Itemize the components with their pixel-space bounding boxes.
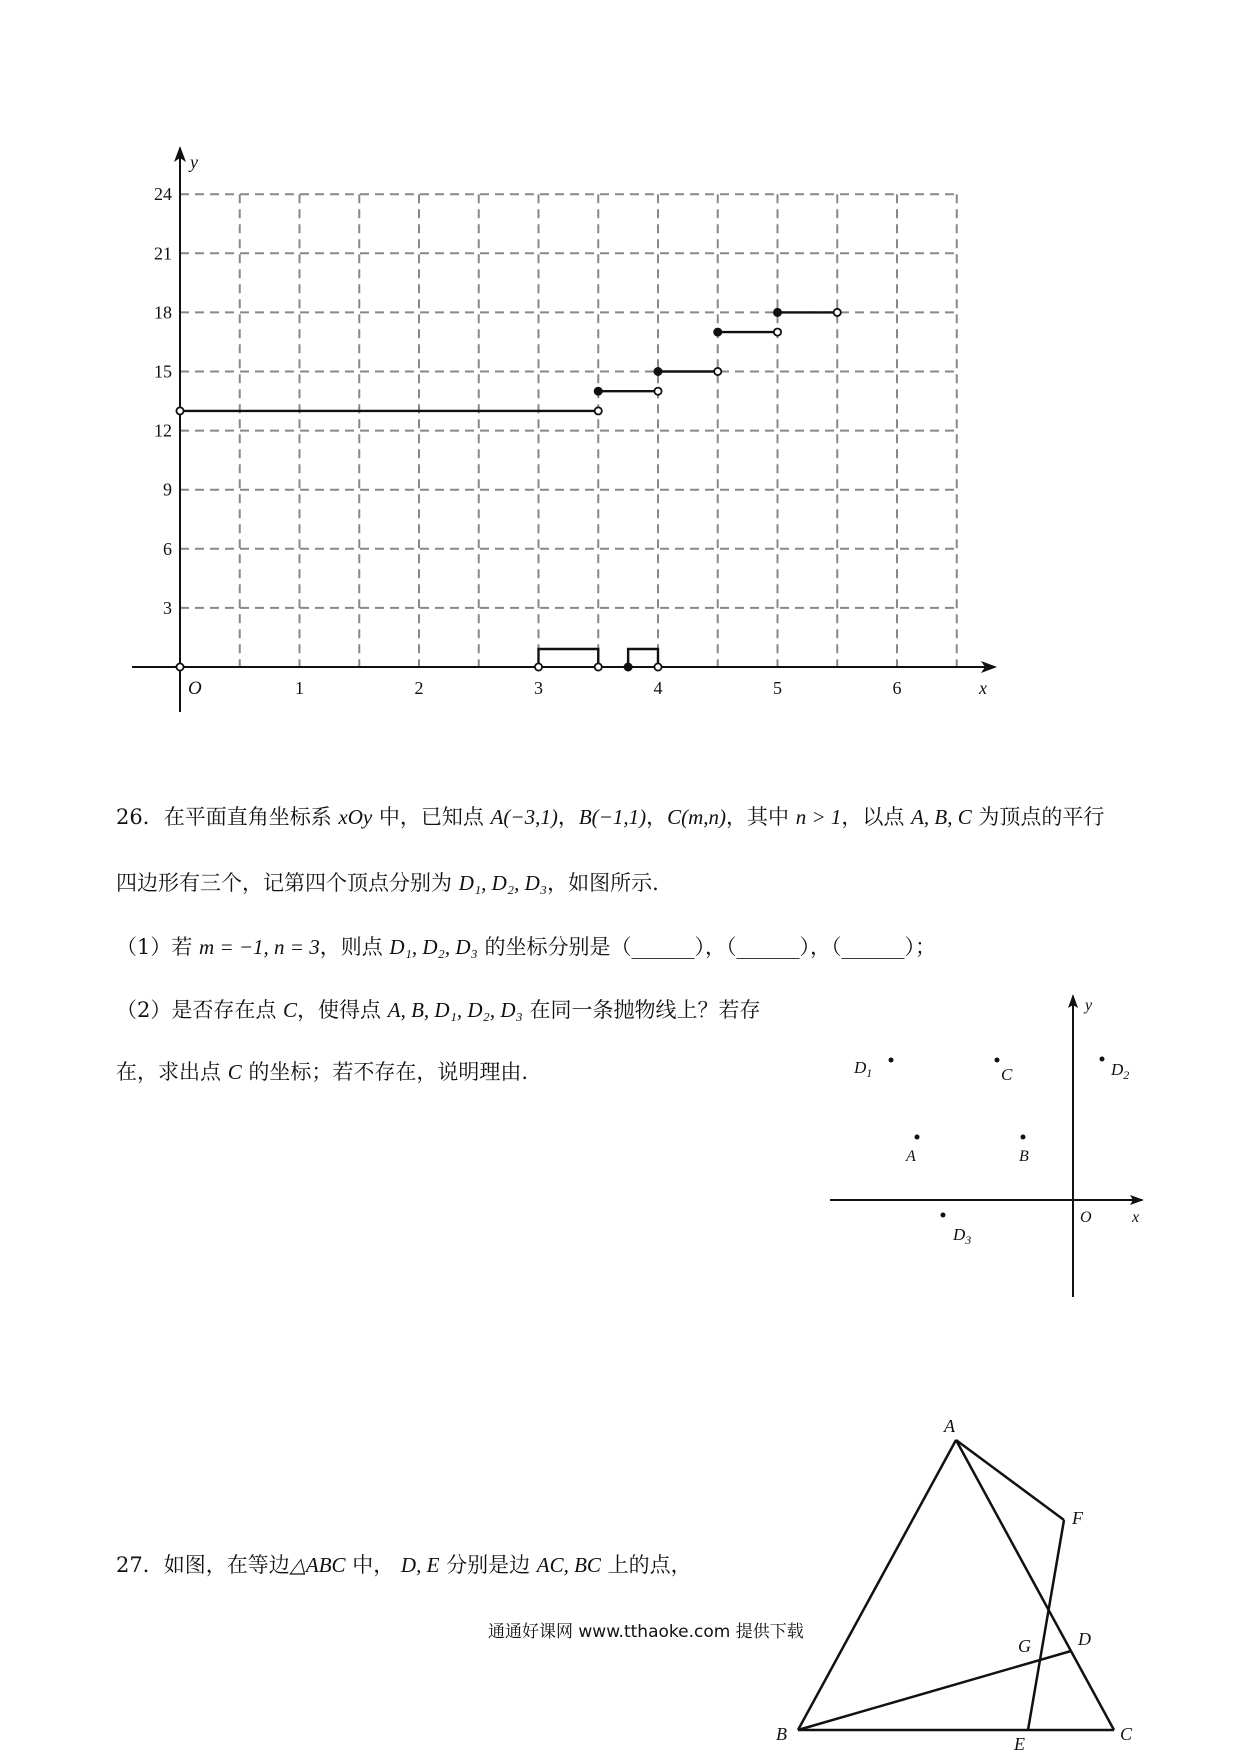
step-start-point: [714, 329, 721, 336]
diagram-origin-label: O: [1080, 1209, 1092, 1226]
q26-line2: 四边形有三个，记第四个顶点分别为 D₁, D₂, D₃，如图所示.: [116, 871, 659, 895]
footer-source-text: 通通好课网 www.tthaoke.com 提供下载: [488, 1622, 804, 1642]
label-point-f: F: [1072, 1508, 1083, 1528]
label-d2: $D_2$: [1111, 1060, 1130, 1082]
label-d3: $D_3$: [953, 1225, 972, 1247]
point-b: [1021, 1135, 1026, 1140]
point-d1: [889, 1058, 894, 1063]
q27-line1: 27．如图，在等边△ABC 中， D, E 分别是边 AC, BC 上的点，: [116, 1553, 692, 1577]
label-a: A: [906, 1148, 916, 1165]
pulse-start-point: [625, 663, 632, 670]
q26-part2: （2）是否存在点 C，使得点 A, B, D₁, D₂, D₃ 在同一条抛物线上？若存: [116, 998, 761, 1022]
origin-point: [176, 663, 183, 670]
pulse-start-point: [535, 663, 542, 670]
side-ab: [798, 1440, 956, 1730]
y-tick-label: 12: [154, 420, 172, 441]
x-tick-label: 2: [414, 678, 424, 698]
point-c: [995, 1058, 1000, 1063]
point-d3: [941, 1213, 946, 1218]
point-a: [915, 1135, 920, 1140]
x-tick-label: 1: [295, 678, 304, 698]
step-function-graph: [0, 0, 1240, 760]
segment-fe: [1028, 1520, 1064, 1730]
label-vertex-c: C: [1120, 1724, 1133, 1744]
label-c: C: [1001, 1065, 1013, 1084]
label-d1: $D_1$: [854, 1058, 873, 1080]
q27-number: 27．: [116, 1553, 164, 1577]
step-end-point: [774, 329, 781, 336]
pulse-segment: [628, 649, 658, 667]
y-tick-label: 6: [163, 538, 172, 559]
x-tick-label: 5: [773, 678, 782, 698]
step-start-point: [595, 388, 602, 395]
y-tick-label: 15: [154, 361, 172, 382]
y-tick-label: 21: [154, 243, 172, 264]
y-axis-label: y: [190, 152, 198, 172]
y-tick-label: 3: [163, 597, 172, 618]
step-start-point: [654, 368, 661, 375]
label-point-d: D: [1078, 1629, 1091, 1649]
segment-af: [956, 1440, 1064, 1520]
q26-part2-line2: 在，求出点 C 的坐标；若不存在，说明理由.: [116, 1060, 529, 1084]
label-point-e: E: [1014, 1734, 1025, 1754]
pulse-end-point: [654, 663, 661, 670]
y-tick-label: 24: [154, 184, 172, 205]
step-start-point: [176, 407, 183, 414]
q26-part1: （1）若 m = −1, n = 3，则点 D₁, D₂, D₃ 的坐标分别是（______），（______），（______）；: [116, 935, 937, 959]
diagram-x-label: x: [1132, 1209, 1140, 1226]
step-end-point: [714, 368, 721, 375]
y-tick-label: 9: [163, 479, 172, 500]
label-vertex-a: A: [944, 1416, 955, 1436]
x-tick-label: 6: [892, 678, 902, 698]
step-end-point: [654, 388, 661, 395]
label-vertex-b: B: [776, 1724, 787, 1744]
x-tick-label: 3: [534, 678, 543, 698]
q26-number: 26．: [116, 805, 164, 829]
step-start-point: [774, 309, 781, 316]
parallelogram-points-diagram: [820, 990, 1160, 1310]
label-point-g: G: [1018, 1636, 1031, 1656]
point-d2: [1100, 1057, 1105, 1062]
step-end-point: [595, 407, 602, 414]
grid-lines: [180, 194, 957, 667]
y-tick-label: 18: [154, 302, 172, 323]
pulse-segment: [539, 649, 599, 667]
x-tick-label: 4: [653, 678, 663, 698]
diagram-y-label: y: [1085, 997, 1093, 1014]
q26-line1: 26．在平面直角坐标系 xOy 中，已知点 A(−3,1)，B(−1,1)，C(m,n)，其中 n > 1，以点 A, B, C 为顶点的平行: [116, 805, 1105, 829]
step-end-point: [834, 309, 841, 316]
pulse-end-point: [595, 663, 602, 670]
origin-label: O: [188, 678, 202, 699]
equilateral-triangle-diagram: [760, 1400, 1160, 1754]
x-axis-label: x: [979, 678, 987, 698]
label-b: B: [1019, 1148, 1029, 1165]
